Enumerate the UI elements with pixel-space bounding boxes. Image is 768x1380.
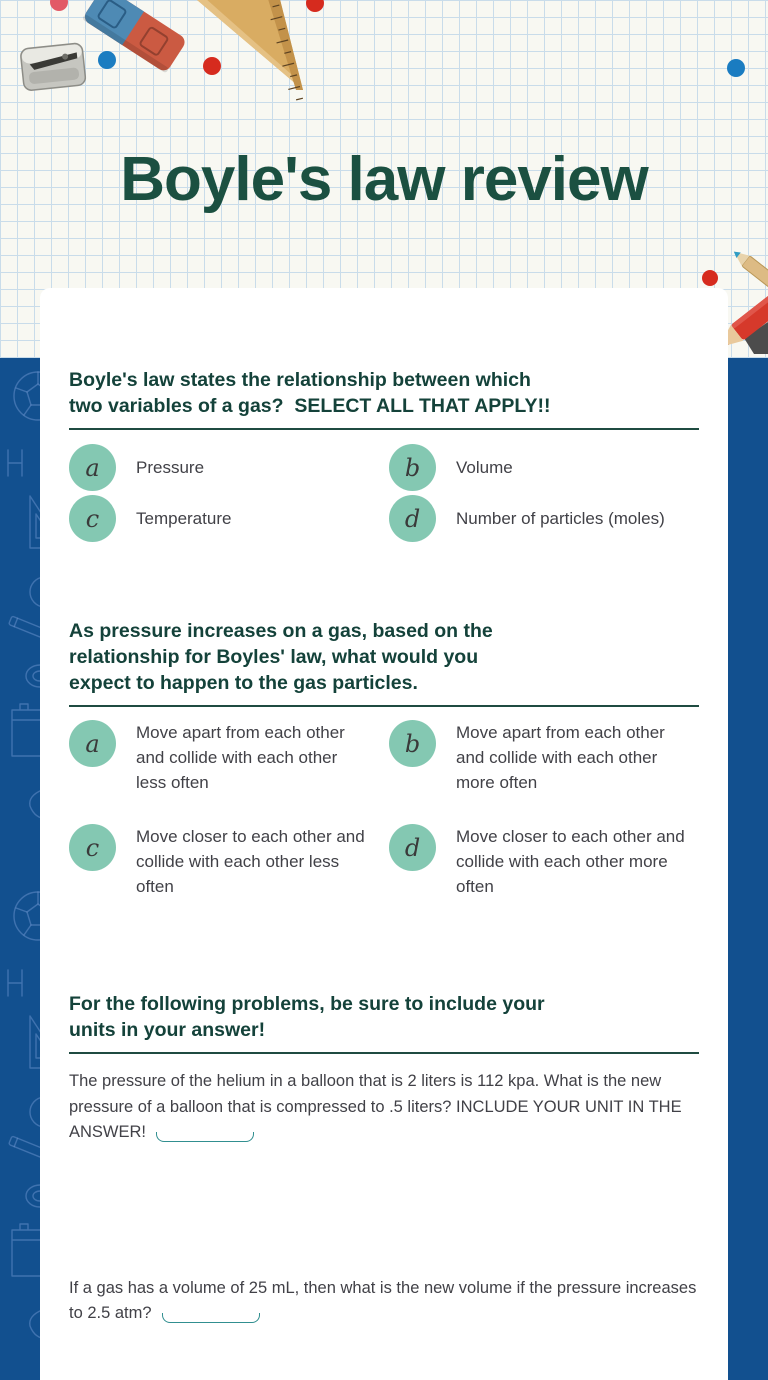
question-1-heading: [69, 367, 699, 419]
option-a-badge: a: [69, 720, 116, 767]
question-1-option-b[interactable]: [389, 444, 699, 491]
option-c-label: Move closer to each other and collide with each other less often: [136, 827, 365, 896]
question-1-heading-line-1: Boyle's law states the relationship between which: [69, 369, 531, 391]
option-d-badge: d: [389, 495, 436, 542]
question-2: [69, 618, 699, 899]
worksheet-card: [40, 288, 728, 1380]
option-d-badge: d: [389, 824, 436, 871]
question-1-divider: [69, 428, 699, 430]
problem-2-answer-blank[interactable]: [162, 1313, 260, 1323]
option-b-label: Move apart from each other and collide with each other more often: [456, 723, 665, 792]
option-c-badge: c: [69, 495, 116, 542]
question-2-option-b[interactable]: [389, 720, 699, 795]
question-3-heading: [69, 991, 699, 1043]
problem-1: [69, 1069, 699, 1146]
question-1-option-d[interactable]: [389, 495, 699, 542]
question-2-heading-line-1: As pressure increases on a gas, based on the: [69, 620, 493, 642]
question-2-heading-line-2: relationship for Boyles' law, what would you: [69, 646, 479, 668]
question-1-options: [69, 444, 699, 542]
question-2-option-c[interactable]: [69, 824, 389, 899]
question-2-divider: [69, 705, 699, 707]
question-2-heading: [69, 618, 699, 696]
option-c-label: Temperature: [136, 509, 232, 528]
option-c-badge: c: [69, 824, 116, 871]
option-b-label: Volume: [456, 458, 513, 477]
question-1-heading-line-2: two variables of a gas? SELECT ALL THAT APPLY!!: [69, 395, 551, 417]
option-d-label: Number of particles (moles): [456, 509, 665, 528]
question-3-heading-line-1: For the following problems, be sure to include your: [69, 993, 545, 1015]
option-b-badge: b: [389, 444, 436, 491]
option-a-label: Move apart from each other and collide with each other less often: [136, 723, 345, 792]
question-1-option-a[interactable]: [69, 444, 389, 491]
question-2-heading-line-3: expect to happen to the gas particles.: [69, 672, 418, 694]
page-title: Boyle's law review: [120, 145, 648, 214]
question-2-option-d[interactable]: [389, 824, 699, 899]
eraser-illustration: [82, 0, 188, 73]
option-d-label: Move closer to each other and collide with each other more often: [456, 827, 685, 896]
option-a-badge: a: [69, 444, 116, 491]
problem-1-answer-blank[interactable]: [156, 1132, 254, 1142]
problem-2: [69, 1276, 699, 1327]
question-2-option-a[interactable]: [69, 720, 389, 795]
question-1-option-c[interactable]: [69, 495, 389, 542]
question-3-divider: [69, 1052, 699, 1054]
sharpener-illustration: [20, 43, 86, 91]
question-2-options: [69, 720, 699, 899]
question-3: [69, 991, 699, 1327]
pencil-illustration: [730, 246, 768, 304]
option-a-label: Pressure: [136, 458, 205, 477]
option-b-badge: b: [389, 720, 436, 767]
question-3-heading-line-2: units in your answer!: [69, 1019, 266, 1041]
question-1: [69, 367, 699, 542]
problem-2-text: If a gas has a volume of 25 mL, then what is the new volume if the pressure increases to 2.5 atm?: [69, 1278, 697, 1322]
problem-1-text: The pressure of the helium in a balloon that is 2 liters is 112 kpa. What is the new pressure of a balloon that is compressed to .5 liters? INCLUDE YOUR UNIT IN THE ANSWER!: [69, 1072, 682, 1141]
